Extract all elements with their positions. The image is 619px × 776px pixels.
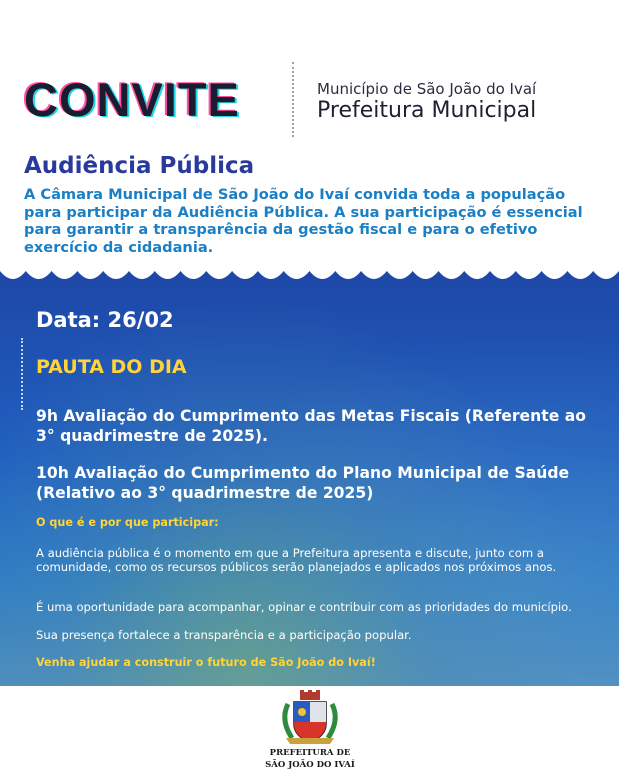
- scallop-edge: [0, 266, 619, 287]
- info-paragraph: A audiência pública é o momento em que a Prefeitura apresenta e discute, junto com a comunidade, como os recursos públicos serão planejados e aplicados nos próximos anos.: [36, 546, 557, 574]
- agenda-divider: [21, 338, 23, 410]
- info-paragraph: É uma oportunidade para acompanhar, opinar e contribuir com as prioridades do município.: [36, 600, 572, 614]
- municipio-name: Município de São João do Ivaí: [317, 80, 537, 98]
- municipal-coat-of-arms-icon: [278, 690, 342, 746]
- event-date: Data: 26/02: [36, 308, 174, 332]
- logo-text-line1: PREFEITURA DE: [269, 748, 351, 758]
- agenda-title: PAUTA DO DIA: [36, 356, 187, 378]
- audiencia-title: Audiência Pública: [24, 153, 255, 179]
- agenda-item: 9h Avaliação do Cumprimento das Metas Fiscais (Referente ao 3° quadrimestre de 2025).: [36, 407, 586, 445]
- convite-heading: CONVITE: [24, 73, 240, 126]
- event-panel: [0, 266, 619, 686]
- call-to-action: Venha ajudar a construir o futuro de São João do Ivaí!: [36, 656, 376, 669]
- why-participate-title: O que é e por que participar:: [36, 516, 219, 529]
- prefeitura-name: Prefeitura Municipal: [317, 98, 537, 123]
- audiencia-description: A Câmara Municipal de São João do Ivaí convida toda a população para participar da Audiência Pública. A sua participação é essencial para garantir a transparência da gestão fiscal e para o efetivo exercício da cidadania.: [24, 186, 583, 256]
- agenda-item: 10h Avaliação do Cumprimento do Plano Municipal de Saúde (Relativo ao 3° quadrimestre de 2025): [36, 464, 570, 502]
- logo-text-line2: SÃO JOÃO DO IVAÍ: [265, 760, 355, 770]
- header-divider: [292, 62, 294, 137]
- info-paragraph: Sua presença fortalece a transparência e a participação popular.: [36, 628, 412, 642]
